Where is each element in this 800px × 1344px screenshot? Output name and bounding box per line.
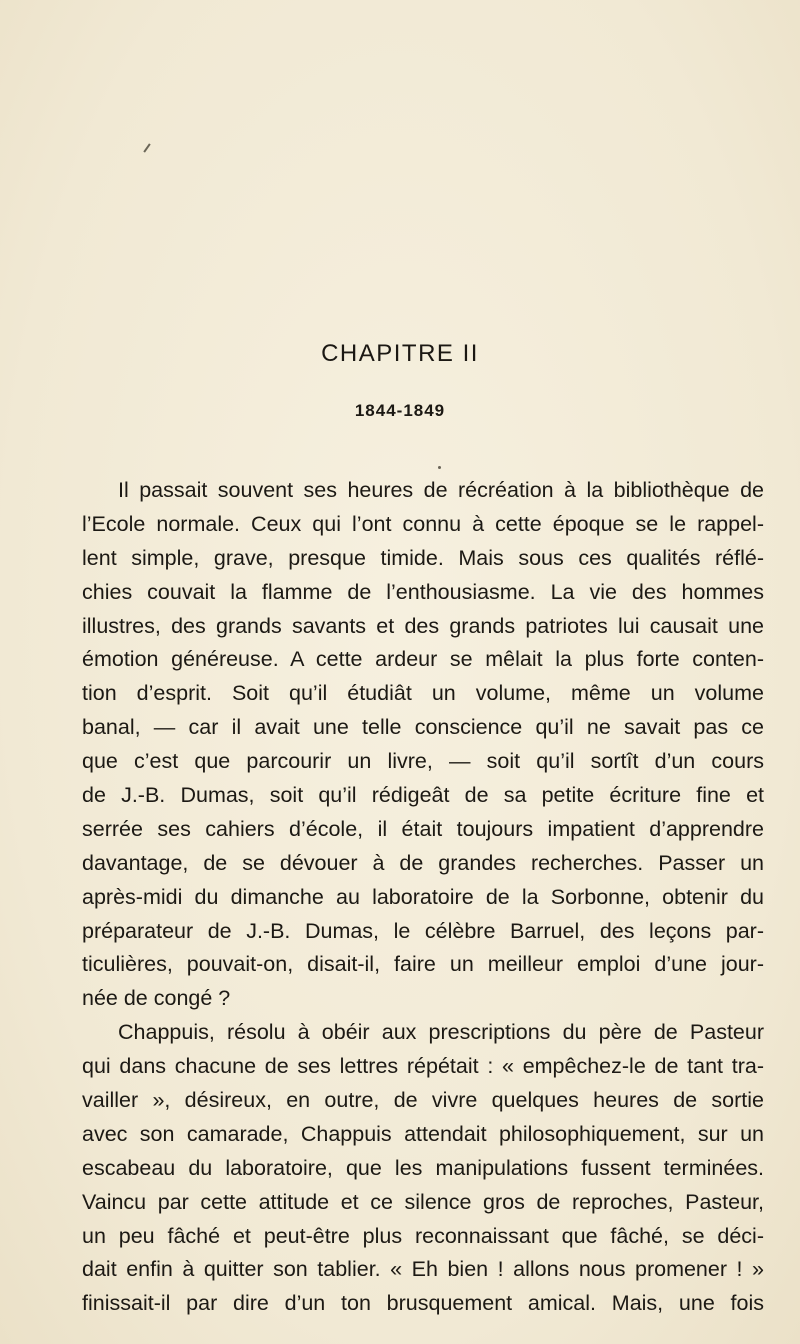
text-line: Chappuis, résolu à obéir aux prescriptions du père de Pasteur (118, 1020, 764, 1045)
text-line: dait enfin à quitter son tablier. « Eh bien ! allons nous promener ! » (82, 1257, 764, 1282)
text-line: serrée ses cahiers d’école, il était toujours impatient d’apprendre (82, 816, 764, 841)
text-line: ticulières, pouvait-on, disait-il, faire un meilleur emploi d’une jour- (82, 952, 764, 977)
text-line: l’Ecole normale. Ceux qui l’ont connu à cette époque se le rappel- (82, 511, 764, 536)
chapter-title: CHAPITRE II (321, 340, 479, 367)
body-text (82, 474, 764, 1321)
text-line: née de congé ? (82, 986, 231, 1011)
text-line: chies couvait la flamme de l’enthousiasme. La vie des hommes (82, 579, 764, 604)
text-line: émotion généreuse. A cette ardeur se mêlait la plus forte conten- (82, 647, 764, 672)
text-line: que c’est que parcourir un livre, — soit qu’il sortît d’un cours (82, 749, 764, 774)
text-line: tion d’esprit. Soit qu’il étudiât un volume, même un volume (82, 681, 764, 706)
text-line: avec son camarade, Chappuis attendait philosophiquement, sur un (82, 1121, 764, 1146)
text-line: illustres, des grands savants et des grands patriotes lui causait une (82, 613, 764, 638)
text-line: Il passait souvent ses heures de récréation à la bibliothèque de (118, 478, 764, 502)
text-line: préparateur de J.-B. Dumas, le célèbre Barruel, des leçons par- (82, 918, 764, 943)
text-line: un peu fâché et peut-être plus reconnaissant que fâché, se déci- (82, 1223, 764, 1248)
text-line: finissait-il par dire d’un ton brusquement amical. Mais, une fois (82, 1291, 764, 1316)
print-dot (438, 466, 441, 469)
text-line: Vaincu par cette attitude et ce silence gros de reproches, Pasteur, (82, 1189, 764, 1214)
ink-mark (143, 143, 150, 152)
text-line: davantage, de se dévouer à de grandes recherches. Passer un (82, 850, 764, 875)
text-line: lent simple, grave, presque timide. Mais sous ces qualités réflé- (82, 545, 764, 570)
text-line: escabeau du laboratoire, que les manipulations fussent terminées. (82, 1155, 764, 1180)
text-line: banal, — car il avait une telle conscience qu’il ne savait pas ce (82, 715, 764, 740)
text-line: vailler », désireux, en outre, de vivre quelques heures de sortie (82, 1088, 764, 1113)
text-line: de J.-B. Dumas, soit qu’il rédigeât de sa petite écriture fine et (82, 783, 764, 808)
chapter-dates: 1844-1849 (354, 401, 446, 420)
text-line: après-midi du dimanche au laboratoire de la Sorbonne, obtenir du (82, 884, 764, 909)
text-line: qui dans chacune de ses lettres répétait : « empêchez-le de tant tra- (82, 1054, 764, 1079)
